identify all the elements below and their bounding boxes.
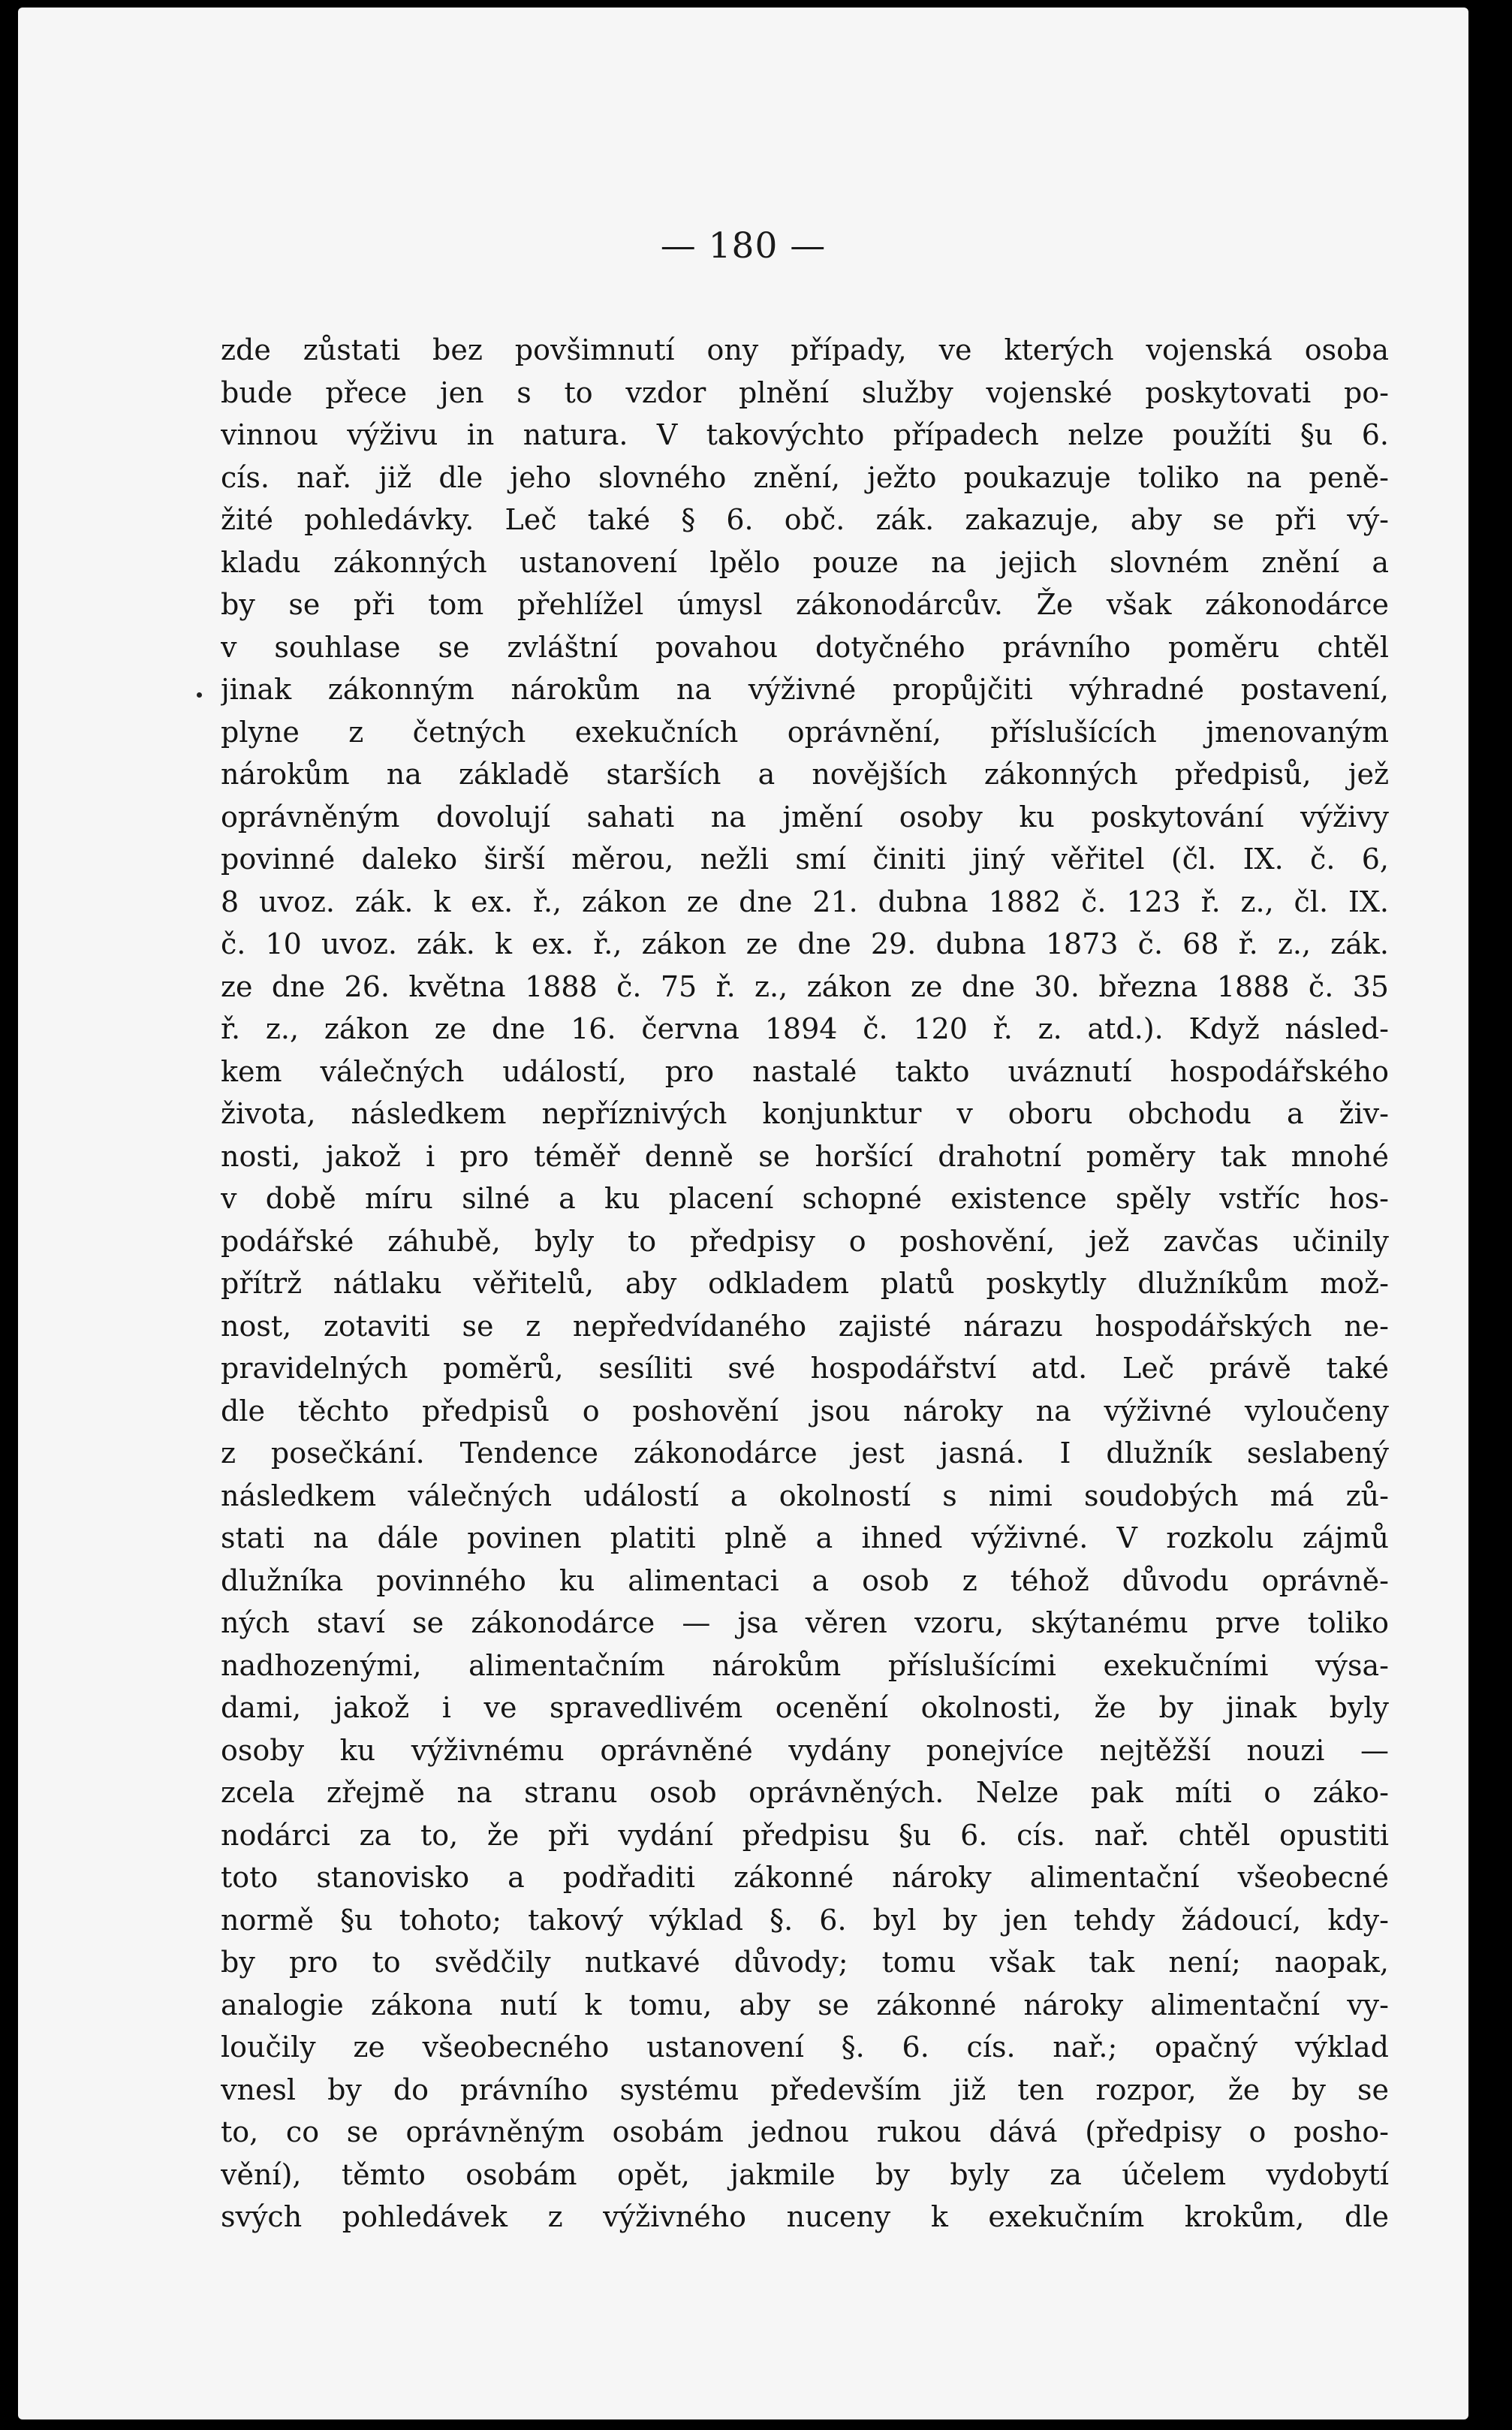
text-line: přítrž nátlaku věřitelů, aby odkladem platů poskytly dlužníkům mož- <box>221 1267 1389 1300</box>
text-line: zde zůstati bez povšimnutí ony případy, ve kterých vojenská osoba <box>221 333 1389 366</box>
text-line: toto stanovisko a podřaditi zákonné nároky alimentační všeobecné <box>221 1861 1389 1894</box>
text-line: nosti, jakož i pro téměř denně se horšící drahotní poměry tak mnohé <box>221 1139 1389 1173</box>
text-line: v souhlase se zvláštní povahou dotyčného právního poměru chtěl <box>221 630 1389 664</box>
text-line: normě §u tohoto; takový výklad §. 6. byl by jen tehdy žádoucí, kdy- <box>221 1903 1389 1937</box>
text-line: kladu zákonných ustanovení lpělo pouze na jejich slovném znění a <box>221 545 1389 579</box>
text-line: č. 10 uvoz. zák. k ex. ř., zákon ze dne 29. dubna 1873 č. 68 ř. z., zák. <box>221 927 1389 960</box>
text-line: cís. nař. již dle jeho slovného znění, ježto poukazuje toliko na peně- <box>221 460 1389 494</box>
text-line: 8 uvoz. zák. k ex. ř., zákon ze dne 21. dubna 1882 č. 123 ř. z., čl. IX. <box>221 885 1389 918</box>
text-line: z posečkání. Tendence zákonodárce jest jasná. I dlužník seslabený <box>221 1437 1389 1470</box>
text-line: jinak zákonným nárokům na výživné propůjčiti výhradné postavení, <box>221 673 1389 706</box>
text-line: ných staví se zákonodárce — jsa věren vzoru, skýtanému prve toliko <box>221 1606 1389 1639</box>
text-line: nodárci za to, že při vydání předpisu §u 6. cís. nař. chtěl opustiti <box>221 1818 1389 1852</box>
text-line: pravidelných poměrů, sesíliti své hospodářství atd. Leč právě také <box>221 1352 1389 1385</box>
text-line: by se při tom přehlížel úmysl zákonodárcův. Že však zákonodárce <box>221 588 1389 621</box>
text-line: vinnou výživu in natura. V takovýchto případech nelze použíti §u 6. <box>221 418 1389 451</box>
text-line: kem válečných událostí, pro nastalé takto uváznutí hospodářského <box>221 1054 1389 1088</box>
text-line: ř. z., zákon ze dne 16. června 1894 č. 120 ř. z. atd.). Když násled- <box>221 1012 1389 1045</box>
text-line: nárokům na základě starších a novějších zákonných předpisů, jež <box>221 758 1389 791</box>
text-line: dami, jakož i ve spravedlivém ocenění okolnosti, že by jinak byly <box>221 1691 1389 1724</box>
page-number: — 180 — <box>660 225 827 267</box>
text-line: nadhozenými, alimentačním nárokům příslušícími exekučními výsa- <box>221 1648 1389 1682</box>
text-line: zcela zřejmě na stranu osob oprávněných. Nelze pak míti o záko- <box>221 1776 1389 1809</box>
text-line: stati na dále povinen platiti plně a ihned výživné. V rozkolu zájmů <box>221 1521 1389 1554</box>
text-line: vění), těmto osobám opět, jakmile by byly za účelem vydobytí <box>221 2157 1389 2191</box>
text-line: oprávněným dovolují sahati na jmění osoby ku poskytování výživy <box>221 800 1389 834</box>
text-line: ze dne 26. května 1888 č. 75 ř. z., zákon ze dne 30. března 1888 č. 35 <box>221 969 1389 1003</box>
text-line: následkem válečných událostí a okolností s nimi soudobých má zů- <box>221 1479 1389 1512</box>
text-line: loučily ze všeobecného ustanovení §. 6. cís. nař.; opačný výklad <box>221 2031 1389 2064</box>
text-line: povinné daleko širší měrou, nežli smí činiti jiný věřitel (čl. IX. č. 6, <box>221 843 1389 876</box>
body-text <box>221 329 1389 2239</box>
text-line: žité pohledávky. Leč také § 6. obč. zák. zakazuje, aby se při vý- <box>221 503 1389 536</box>
text-line: svých pohledávek z výživného nuceny k exekučním krokům, dle <box>221 2200 1389 2233</box>
text-line: by pro to svědčily nutkavé důvody; tomu však tak není; naopak, <box>221 1946 1389 1979</box>
text-line: vnesl by do právního systému především již ten rozpor, že by se <box>221 2073 1389 2106</box>
text-line: dle těchto předpisů o poshovění jsou nároky na výživné vyloučeny <box>221 1394 1389 1428</box>
text-line: v době míru silné a ku placení schopné existence spěly vstříc hos- <box>221 1182 1389 1215</box>
text-line: dlužníka povinného ku alimentaci a osob z téhož důvodu oprávně- <box>221 1563 1389 1597</box>
text-line: to, co se oprávněným osobám jednou rukou dává (předpisy o posho- <box>221 2115 1389 2148</box>
text-line: nost, zotaviti se z nepředvídaného zajisté nárazu hospodářských ne- <box>221 1309 1389 1343</box>
text-line: podářské záhubě, byly to předpisy o poshovění, jež zavčas učinily <box>221 1224 1389 1258</box>
text-line: plyne z četných exekučních oprávnění, příslušících jmenovaným <box>221 715 1389 749</box>
text-line: života, následkem nepříznivých konjunktur v oboru obchodu a živ- <box>221 1097 1389 1130</box>
margin-dot <box>197 692 202 698</box>
text-line: bude přece jen s to vzdor plnění služby vojenské poskytovati po- <box>221 375 1389 409</box>
book-page <box>18 8 1468 2419</box>
text-line: osoby ku výživnému oprávněné vydány ponejvíce nejtěžší nouzi — <box>221 1733 1389 1767</box>
text-line: analogie zákona nutí k tomu, aby se zákonné nároky alimentační vy- <box>221 1988 1389 2021</box>
